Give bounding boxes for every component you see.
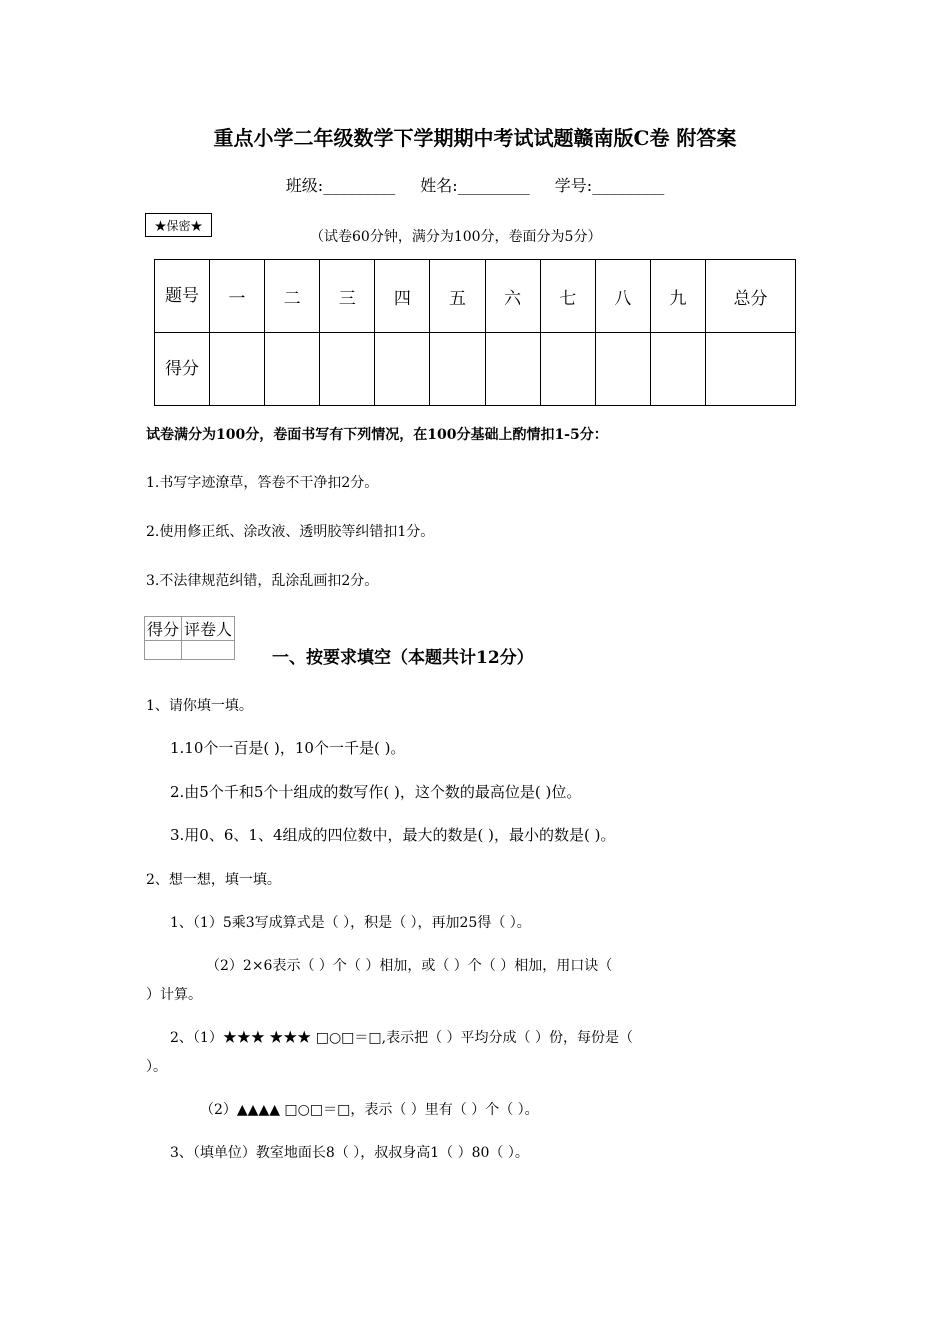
score-table-cell: 五 — [430, 260, 485, 333]
score-entry-cell[interactable] — [265, 333, 320, 406]
score-entry-cell[interactable] — [540, 333, 595, 406]
score-table-cell: 总分 — [706, 260, 796, 333]
question-stem: 2、想一想，填一填。 — [146, 872, 281, 888]
score-table-cell: 题号 — [155, 260, 210, 333]
score-table-cell: 四 — [375, 260, 430, 333]
score-table-cell: 八 — [595, 260, 650, 333]
question-line: 3.用0、6、1、4组成的四位数中，最大的数是( )，最小的数是( )。 — [170, 826, 616, 844]
score-table-cell: 一 — [210, 260, 265, 333]
section-title: 一、按要求填空（本题共计12分） — [272, 648, 534, 668]
score-table — [154, 259, 796, 406]
rule-item: 3.不法律规范纠错，乱涂乱画扣2分。 — [146, 573, 379, 589]
grader-score-entry[interactable] — [145, 641, 182, 660]
question-line: 2.由5个千和5个十组成的数写作( )，这个数的最高位是( )位。 — [170, 783, 582, 801]
question-line: ）计算。 — [146, 987, 202, 1003]
score-table-cell: 二 — [265, 260, 320, 333]
score-entry-cell[interactable] — [706, 333, 796, 406]
score-table-cell: 七 — [540, 260, 595, 333]
student-number-field: 学号:_________ — [554, 176, 665, 195]
score-table-cell: 得分 — [155, 333, 210, 406]
question-line: （2）▲▲▲▲ □○□＝□，表示（ ）里有（ ）个（ ）。 — [200, 1102, 539, 1118]
rules-heading: 试卷满分为100分，卷面书写有下列情况，在100分基础上酌情扣1-5分： — [146, 427, 608, 443]
score-entry-cell[interactable] — [375, 333, 430, 406]
score-table-score-row — [155, 333, 796, 406]
rule-item: 2.使用修正纸、涂改液、透明胶等纠错扣1分。 — [146, 524, 435, 540]
grader-name-entry[interactable] — [182, 641, 235, 660]
score-table-header-row — [155, 260, 796, 333]
score-entry-cell[interactable] — [595, 333, 650, 406]
score-table-cell: 九 — [650, 260, 705, 333]
rule-item: 1.书写字迹潦草，答卷不干净扣2分。 — [146, 475, 379, 491]
question-line: （2）2×6表示（ ）个（ ）相加，或（ ）个（ ）相加，用口诀（ — [206, 958, 613, 974]
class-field: 班级:_________ — [285, 176, 396, 195]
question-line: 1.10个一百是( )，10个一千是( )。 — [170, 739, 406, 757]
page-title: 重点小学二年级数学下学期期中考试试题赣南版C卷 附答案 — [213, 126, 737, 150]
question-line: 2、（1）★★★ ★★★ □○□＝□,表示把（ ）平均分成（ ）份，每份是（ — [170, 1030, 633, 1046]
score-entry-cell[interactable] — [210, 333, 265, 406]
grader-box — [144, 616, 235, 660]
student-info-line — [0, 173, 950, 196]
exam-note: （试卷60分钟，满分为100分，卷面分为5分） — [310, 229, 602, 245]
grader-score-label: 得分 — [145, 617, 182, 641]
score-entry-cell[interactable] — [430, 333, 485, 406]
score-entry-cell[interactable] — [320, 333, 375, 406]
score-entry-cell[interactable] — [650, 333, 705, 406]
grader-name-label: 评卷人 — [182, 617, 235, 641]
question-line: 1、（1）5乘3写成算式是（ ），积是（ ），再加25得（ ）。 — [170, 915, 531, 931]
score-table-cell: 六 — [485, 260, 540, 333]
name-field: 姓名:_________ — [420, 176, 530, 195]
question-stem: 1、请你填一填。 — [146, 698, 253, 714]
score-entry-cell[interactable] — [485, 333, 540, 406]
question-line: ）。 — [146, 1059, 167, 1075]
secret-badge: ★保密★ — [145, 213, 212, 237]
score-table-cell: 三 — [320, 260, 375, 333]
question-line: 3、（填单位）教室地面长8（ ），叔叔身高1（ ）80（ ）。 — [170, 1145, 529, 1161]
